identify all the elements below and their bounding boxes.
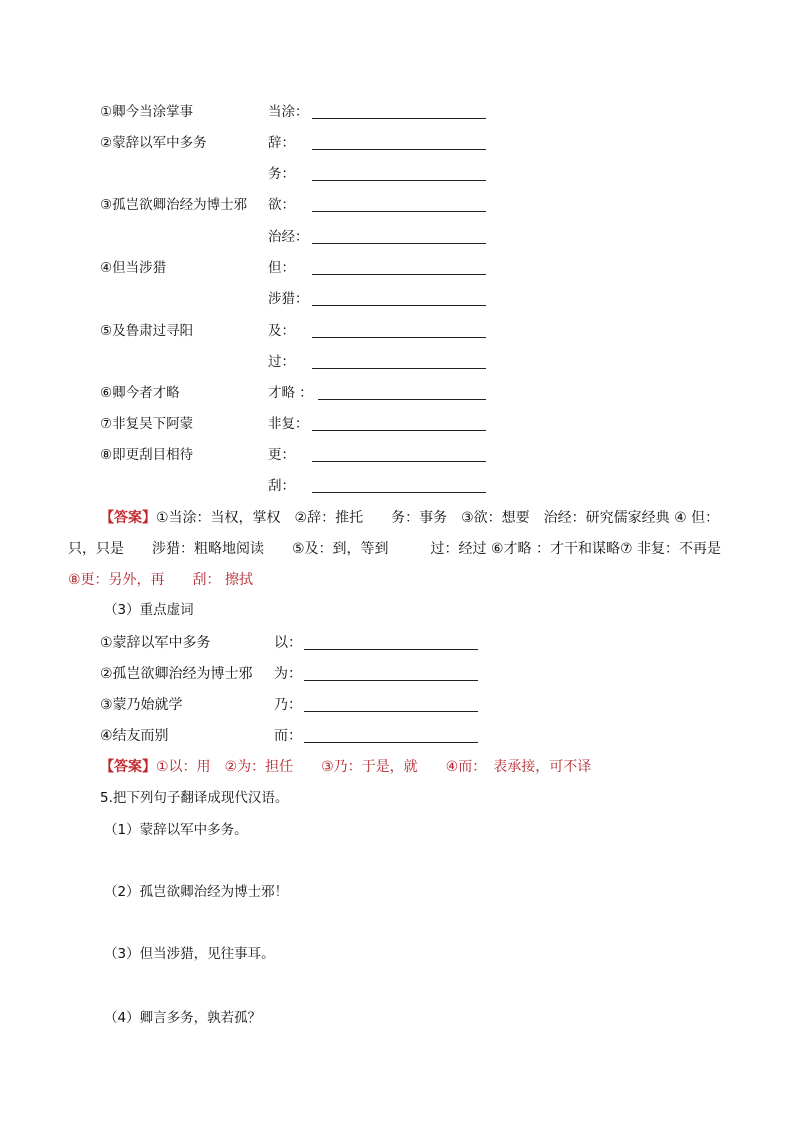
translation-item: （1）蒙辞以军中多务。 (104, 822, 248, 838)
vocab-phrase: ⑤及鲁肃过寻阳 (100, 323, 194, 339)
function-word: 乃： (274, 697, 302, 713)
answer-block-2 (100, 757, 591, 777)
blank-line[interactable] (312, 305, 486, 306)
answer-label: 【答案】 (100, 510, 156, 526)
blank-line[interactable] (312, 118, 486, 119)
blank-line[interactable] (312, 461, 486, 462)
translation-item: （2）孤岂欲卿治经为博士邪！ (104, 884, 289, 900)
blank-line[interactable] (312, 337, 486, 338)
function-phrase: ①蒙辞以军中多务 (100, 635, 211, 651)
blank-line[interactable] (312, 211, 486, 212)
vocab-phrase: ⑥卿今者才略 (100, 385, 180, 401)
blank-line[interactable] (312, 492, 486, 493)
blank-line[interactable] (304, 649, 478, 650)
blank-line[interactable] (312, 149, 486, 150)
translation-item: （4）卿言多务，孰若孤？ (104, 1010, 262, 1026)
translation-item: （3）但当涉猎，见往事耳。 (104, 946, 275, 962)
blank-line[interactable] (318, 399, 486, 400)
vocab-word: 但： (268, 260, 295, 276)
vocab-word: 才略 ： (268, 385, 313, 401)
vocab-phrase: ②蒙辞以军中多务 (100, 135, 207, 151)
function-word: 而： (274, 728, 302, 744)
question-title: 5.把下列句子翻译成现代汉语。 (100, 790, 289, 806)
vocab-phrase: ③孤岂欲卿治经为博士邪 (100, 197, 248, 213)
vocab-word: 涉猎： (268, 291, 309, 307)
function-phrase: ④结友而别 (100, 728, 169, 744)
function-phrase: ②孤岂欲卿治经为博士邪 (100, 666, 253, 682)
section-title: （3）重点虚词 (104, 602, 194, 618)
vocab-phrase: ①卿今当涂掌事 (100, 104, 194, 120)
blank-line[interactable] (304, 711, 478, 712)
answer-text: ①当涂：当权，掌权 ②辞：推托 务：事务 ③欲：想要 治经：研究儒家经典 ④ 但： (156, 510, 720, 526)
vocab-phrase: ⑧即更刮目相待 (100, 447, 194, 463)
vocab-word: 当涂： (268, 104, 309, 120)
vocab-word: 刮： (268, 478, 295, 494)
blank-line[interactable] (312, 274, 486, 275)
blank-line[interactable] (312, 180, 486, 181)
vocab-word: 务： (268, 166, 295, 182)
answer-text: ①以：用 ②为：担任 ③乃：于是，就 ④而： 表承接，可不译 (156, 759, 592, 775)
blank-line[interactable] (304, 742, 478, 743)
answer-text: 只，只是 涉猎：粗略地阅读 ⑤及：到，等到 过：经过 ⑥才略 ：才干和谋略⑦ 非复：不再是 (68, 541, 722, 557)
vocab-word: 治经： (268, 229, 309, 245)
blank-line[interactable] (312, 368, 486, 369)
vocab-word: 欲： (268, 197, 295, 213)
vocab-phrase: ⑦非复吴下阿蒙 (100, 416, 194, 432)
vocab-word: 更： (268, 447, 295, 463)
function-word: 为： (274, 666, 302, 682)
blank-line[interactable] (304, 680, 478, 681)
blank-line[interactable] (312, 430, 486, 431)
answer-text: ⑧更：另外，再 刮： 擦拭 (68, 572, 254, 588)
function-phrase: ③蒙乃始就学 (100, 697, 183, 713)
vocab-word: 辞： (268, 135, 295, 151)
answer-label: 【答案】 (100, 759, 156, 775)
blank-line[interactable] (312, 243, 486, 244)
vocab-word: 及： (268, 323, 295, 339)
vocab-phrase: ④但当涉猎 (100, 260, 167, 276)
vocab-word: 非复： (268, 416, 309, 432)
vocab-word: 过： (268, 354, 295, 370)
function-word: 以： (274, 635, 302, 651)
